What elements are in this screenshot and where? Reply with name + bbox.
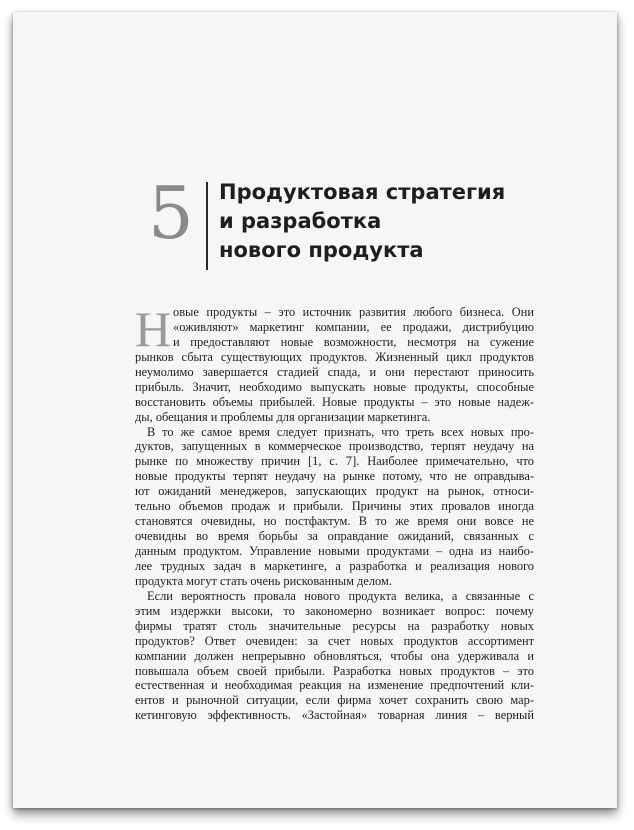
text-line: В то же самое время следует признать, что треть всех новых про- <box>147 424 534 439</box>
text-line: рынке по множеству причин [1, с. 7]. Наиболее примечательно, что <box>135 454 534 469</box>
text-line: неумолимо завершается стадией спада, и они перестают приносить <box>135 364 534 379</box>
text-line: продуктов? Ответ очевиден: за счет новых продуктов ассортимент <box>135 633 534 648</box>
text-line: новые продукты терпят неудачу на рынке потому, что не оправдыва- <box>135 469 534 484</box>
text-line: и предоставляют новые возможности, несмотря на сужение <box>173 334 534 349</box>
text-line: продукта могут стать очень рискованным делом. <box>135 573 392 588</box>
text-line: этим издержки высоки, то закономерно возникает вопрос: почему <box>135 603 534 618</box>
text-line: ды, обещания и проблемы для организации маркетинга. <box>135 409 431 424</box>
chapter-title-line: нового продукта <box>219 238 424 262</box>
text-line: очевидны во время борьбы за оправдание ожиданий, связанных с <box>135 529 534 544</box>
text-line: рынков сбыта существующих продуктов. Жизненный цикл продуктов <box>135 349 534 364</box>
chapter-divider <box>206 182 208 270</box>
text-line: компании должен непрерывно обновляться, чтобы она удерживала и <box>135 648 534 663</box>
text-line: овые продукты – это источник развития любого бизнеса. Они <box>173 305 534 319</box>
text-line: дуктов, запущенных в коммерческое производство, терпят неудачу на <box>135 439 534 454</box>
text-line: ентов и рыночной ситуации, если фирма хочет сохранить свою мар- <box>135 693 534 708</box>
chapter-title-line: Продуктовая стратегия <box>219 180 506 204</box>
text-line: восстановить объемы прибылей. Новые продукты – это новые надеж- <box>135 394 534 409</box>
book-page <box>13 12 617 808</box>
text-line: повышала объем своей прибыли. Разработка новых продуктов – это <box>135 663 534 678</box>
drop-cap: Н <box>135 301 172 357</box>
chapter-heading <box>148 171 528 274</box>
text-line: ют ожиданий менеджеров, запускающих продукт на рынок, относи- <box>135 484 534 499</box>
text-line: «оживляют» маркетинг компании, ее продажи, дистрибуцию <box>173 319 534 334</box>
text-line: становятся очевидны, но постфактум. В то же время они вовсе не <box>135 514 534 529</box>
text-line: лее трудных задач в маркетинге, а разработка и реализация нового <box>135 558 534 573</box>
text-line: Если вероятность провала нового продукта велика, а связанные с <box>147 588 534 603</box>
text-line: естественная и необходимая реакция на изменение предпочтений кли- <box>135 678 534 693</box>
chapter-number: 5 <box>148 171 194 255</box>
text-line: фирмы тратят столь значительные ресурсы на разработку новых <box>135 618 534 633</box>
text-line: кетинговую эффективность. «Застойная» товарная линия – верный <box>135 708 534 723</box>
chapter-title-line: и разработка <box>219 209 382 233</box>
text-line: тельно объемов продаж и прибыли. Причины этих провалов иногда <box>135 499 534 514</box>
text-line: данным продуктом. Управление новыми продуктами – одна из наибо- <box>135 544 534 558</box>
body-text <box>135 301 534 723</box>
text-line: прибыль. Значит, необходимо выпускать новые продукты, способные <box>135 379 534 394</box>
chapter-title <box>219 178 505 265</box>
